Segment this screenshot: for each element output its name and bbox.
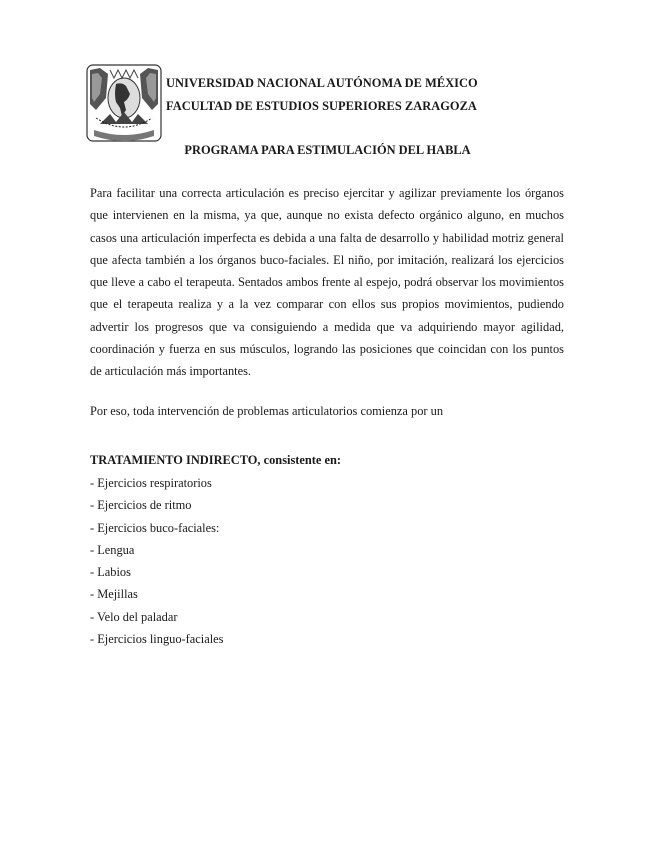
list-item: - Labios — [90, 565, 131, 580]
program-title-text: PROGRAMA PARA ESTIMULACIÓN DEL HABLA — [184, 143, 471, 157]
list-item: - Ejercicios de ritmo — [90, 498, 192, 513]
treatment-list — [90, 472, 223, 650]
body-paragraph: Para facilitar una correcta articulación es preciso ejercitar y agilizar previamente los órganos que intervienen en la misma, ya que, aunque no exista defecto orgánico alguno, en muchos casos una articulación imperfecta es debida a una falta de desarrollo y habilidad motriz general que afecta también a los órganos buco-faciales. El niño, por imitación, realizará los ejercicios que lleve a cabo el terapeuta. Sentados ambos frente al espejo, podrá observar los movimientos que el terapeuta realiza y a la vez comparar con ellos sus propios movimientos, pudiendo advertir los progresos que va consiguiendo a medida que va adquiriendo mayor agilidad, coordinación y fuerza en sus músculos, logrando las posiciones que coincidan con los puntos de articulación más importantes. — [90, 186, 564, 379]
list-item: - Ejercicios respiratorios — [90, 476, 212, 490]
intro-line: Por eso, toda intervención de problemas articulatorios comienza por un — [90, 404, 444, 418]
university-name: UNIVERSIDAD NACIONAL AUTÓNOMA DE MÉXICO — [166, 76, 478, 90]
list-item: - Velo del paladar — [90, 609, 178, 624]
program-title — [0, 143, 655, 158]
unam-crest-icon — [86, 64, 162, 142]
faculty-name: FACULTAD DE ESTUDIOS SUPERIORES ZARAGOZA — [166, 99, 477, 113]
list-item: - Lengua — [90, 542, 135, 557]
list-item: - Ejercicios buco-faciales: — [90, 520, 220, 535]
list-item: - Ejercicios linguo-faciales — [90, 632, 224, 647]
list-item: - Mejillas — [90, 587, 138, 602]
treatment-heading: TRATAMIENTO INDIRECTO, consistente en: — [90, 453, 342, 467]
